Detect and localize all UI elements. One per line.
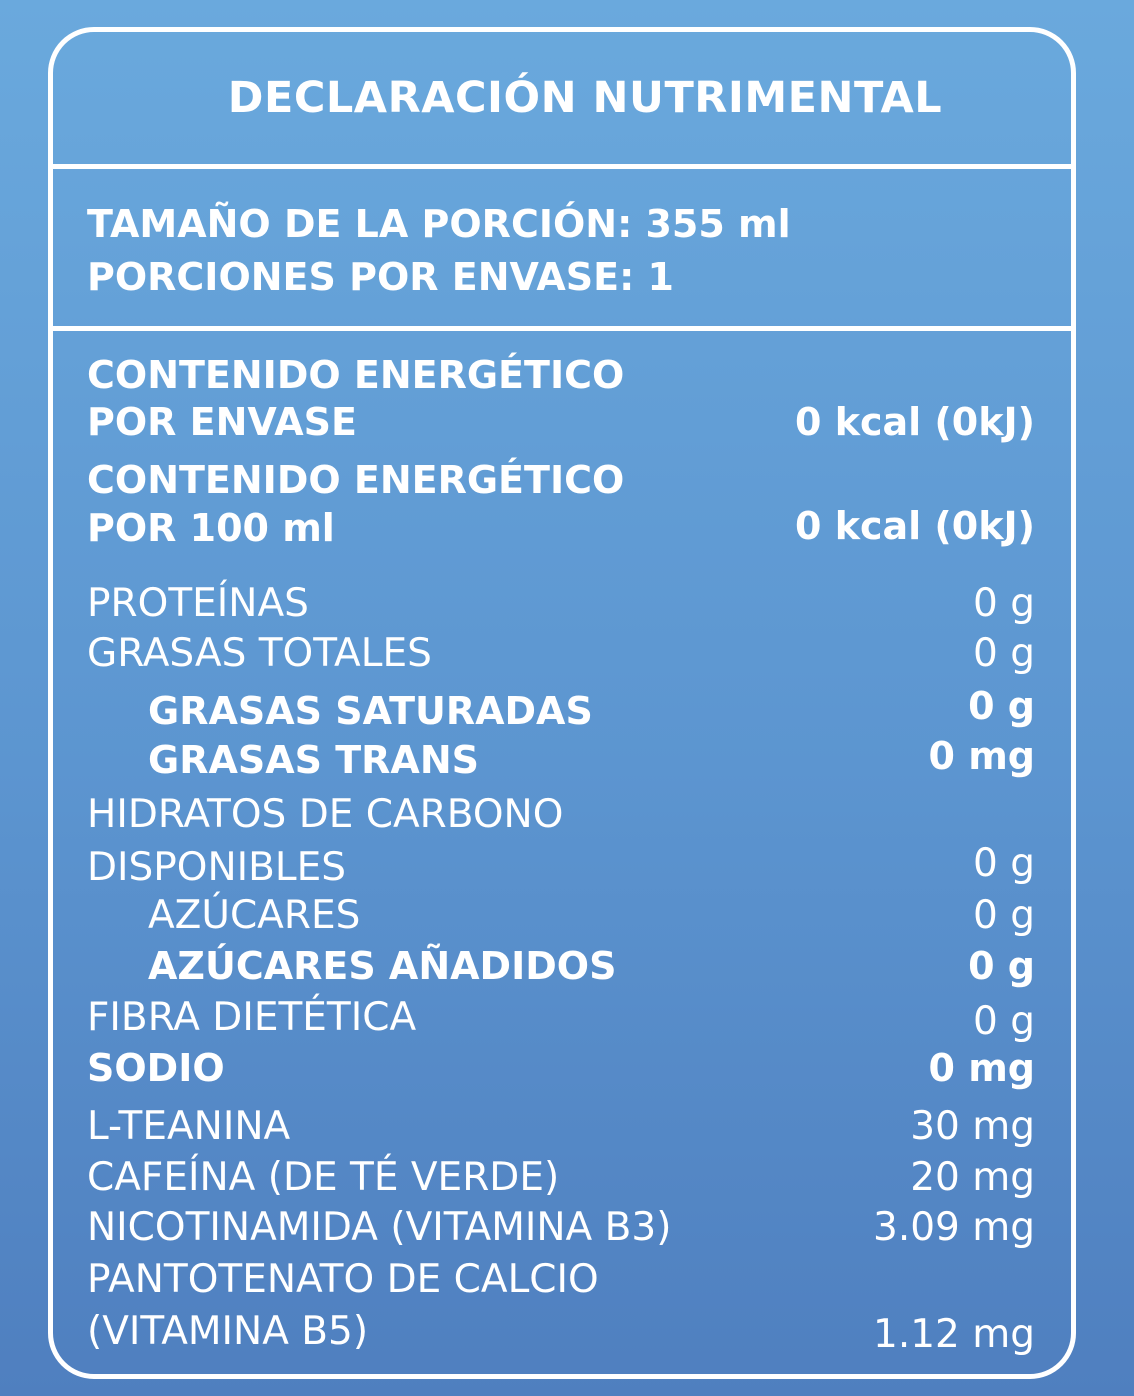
energy-per-100ml-label-line1: CONTENIDO ENERGÉTICO [87,458,625,502]
grasas-totales-label: GRASAS TOTALES [87,631,432,676]
nutrition-facts-panel [48,27,1076,1379]
teanina-label: L-TEANINA [87,1104,291,1149]
nicotinamida-value: 3.09 mg [873,1205,1035,1250]
energy-per-container-value: 0 kcal (0kJ) [795,400,1035,444]
energy-per-100ml-label-line2: POR 100 ml [87,506,335,550]
proteinas-label: PROTEÍNAS [87,581,309,626]
panel-title: DECLARACIÓN NUTRIMENTAL [227,73,943,123]
fibra-label: FIBRA DIETÉTICA [87,995,417,1040]
cafeina-label: CAFEÍNA (DE TÉ VERDE) [87,1155,560,1200]
grasas-saturadas-label: GRASAS SATURADAS [148,689,593,733]
hidratos-disponibles-label: DISPONIBLES [87,845,347,890]
nicotinamida-label: NICOTINAMIDA (VITAMINA B3) [87,1205,672,1250]
azucares-label: AZÚCARES [148,893,361,938]
grasas-saturadas-value: 0 g [968,684,1035,728]
sodio-label: SODIO [87,1046,225,1090]
azucares-anadidos-value: 0 g [968,944,1035,988]
cafeina-value: 20 mg [910,1155,1035,1200]
energy-per-container-label-line1: CONTENIDO ENERGÉTICO [87,353,625,397]
grasas-trans-label: GRASAS TRANS [148,738,479,782]
sodio-value: 0 mg [928,1046,1035,1090]
teanina-value: 30 mg [910,1104,1035,1149]
energy-per-container-label-line2: POR ENVASE [87,400,357,444]
serving-size: TAMAÑO DE LA PORCIÓN: 355 ml [87,202,791,246]
energy-per-100ml-value: 0 kcal (0kJ) [795,504,1035,548]
fibra-value: 0 g [973,999,1035,1044]
pantotenato-label-line2: (VITAMINA B5) [87,1309,369,1354]
pantotenato-value: 1.12 mg [873,1312,1035,1357]
proteinas-value: 0 g [973,581,1035,626]
servings-per-container: PORCIONES POR ENVASE: 1 [87,255,674,299]
hidratos-label-line1: HIDRATOS DE CARBONO [87,792,564,837]
hidratos-disponibles-value: 0 g [973,841,1035,886]
azucares-anadidos-label: AZÚCARES AÑADIDOS [148,944,617,988]
title-divider [53,164,1071,169]
grasas-trans-value: 0 mg [928,734,1035,778]
pantotenato-label-line1: PANTOTENATO DE CALCIO [87,1257,599,1302]
serving-divider [53,326,1071,331]
grasas-totales-value: 0 g [973,631,1035,676]
azucares-value: 0 g [973,893,1035,938]
